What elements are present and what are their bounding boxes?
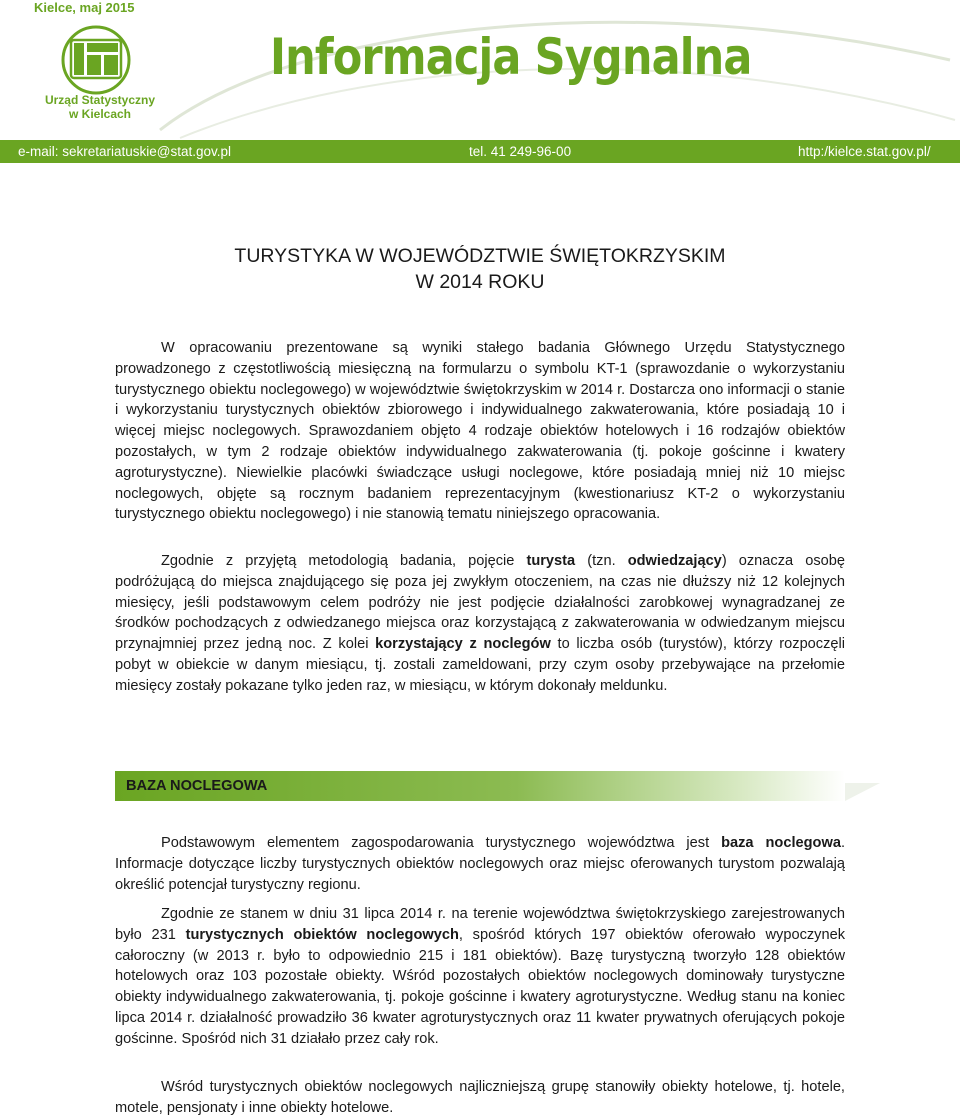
text-run: to liczba osób (turystów), którzy rozpoczęli pobyt w obiekcie w danym miesiącu, tj. zostali zameldowani, przy czym osoby przebywające na przełomie miesięcy zostały pokazane tylko jeden raz, w miesiącu, w którym dokonały meldunku. <box>115 636 845 694</box>
section-heading-bar <box>115 771 845 801</box>
org-line-1: Urząd Statystyczny <box>44 93 156 107</box>
website-link[interactable]: http:/kielce.stat.gov.pl/ <box>798 144 931 159</box>
email-link[interactable]: e-mail: sekretariatuskie@stat.gov.pl <box>18 144 232 159</box>
org-line-2: w Kielcach <box>68 107 132 121</box>
text-run: Podstawowym elementem zagospodarowania turystycznego województwa jest <box>161 835 722 851</box>
stats-paragraph <box>115 904 845 1050</box>
phone-text: tel. 41 249-96-00 <box>469 144 572 159</box>
term-baza-noclegowa: baza noclegowa <box>721 835 841 851</box>
term-obiekty-noclegowe: turystycznych obiektów noclegowych <box>185 926 459 943</box>
term-odwiedzajacy: odwiedzający <box>627 553 722 569</box>
ustat-logo-icon <box>58 22 134 98</box>
publication-date: Kielce, maj 2015 <box>34 0 135 15</box>
publication-title: Informacja Sygnalna <box>270 28 752 86</box>
text-run: . Informacje dotyczące liczby turystycznych obiektów noclegowych oraz miejsc oferowanych turystom pozwalają określić potencjał turystyczny regionu. <box>115 835 845 893</box>
term-korzystajacy: korzystający z noclegów <box>375 636 551 653</box>
text-run: , spośród których 197 obiektów oferowało wypoczynek całoroczny (w 2013 r. było to odpowiednio 215 i 181 obiektów). Bazę turystyczną tworzyło 128 obiektów hotelowych oraz 103 pozostałe obiekty. Wśród pozostałych obiektów noclegowych dominowały turystyczne obiekty indywidualnego zakwaterowania, tj. pokoje gościnne i kwatery agroturystyczne. Według stanu na koniec lipca 2014 r. działalność prowadziło 36 kwater agroturystycznych oraz 11 kwater prywatnych oferujących pokoje gościnne. Spośród nich 31 działało przez cały rok. <box>115 926 846 1047</box>
header <box>0 0 960 166</box>
intro-paragraph <box>115 338 845 525</box>
section-heading: BAZA NOCLEGOWA <box>126 778 268 794</box>
text-run: Wśród turystycznych obiektów noclegowych najliczniejszą grupę stanowiły obiekty hotelowe, tj. hotele, motele, pensjonaty i inne obiekty hotelowe. <box>115 1079 845 1116</box>
text-run: (tzn. <box>575 553 628 569</box>
text-run: Zgodnie ze stanem w dniu 31 lipca 2014 r. na terenie województwa świętokrzyskiego zarejestrowanych było 231 <box>115 906 845 943</box>
baza-paragraph <box>115 833 845 895</box>
definition-paragraph <box>115 551 845 697</box>
document-title-line-1: TURYSTYKA W WOJEWÓDZTWIE ŚWIĘTOKRZYSKIM <box>234 245 726 267</box>
organization-name <box>14 93 186 121</box>
document-title-line-2: W 2014 ROKU <box>415 271 545 293</box>
intro-text: W opracowaniu prezentowane są wyniki stałego badania Głównego Urzędu Statystycznego prowadzonego z częstotliwością miesięczną na formularzu o symbolu KT-1 (sprawozdanie o wykorzystaniu turystycznego obiektu noclegowego) w województwie świętokrzyskim w 2014 r. Dostarcza ono informacji o stanie i wykorzystaniu turystycznych obiektów zbiorowego i indywidualnego zakwaterowania, które posiadają 10 i więcej miejsc noclegowych. Sprawozdaniem objęto 4 rodzaje obiektów hotelowych i 16 rodzajów obiektów pozostałych, w tym 2 rodzaje obiektów indywidualnego zakwaterowania (tj. pokoje gościnne i kwatery agroturystyczne). Niewielkie placówki świadczące usługi noclegowe, które posiadają mniej niż 10 miejsc noclegowych, objęte są rocznym badaniem reprezentacyjnym (kwestionariusz KT-2 o wykorzystaniu turystycznego obiektu noclegowego) i nie stanowią tematu niniejszego opracowania. <box>115 340 846 523</box>
contact-bar <box>0 140 960 163</box>
text-run: ) oznacza osobę podróżującą do miejsca znajdującego się poza jej zwykłym otoczeniem, na czas nie dłuższy niż 12 kolejnych miesięcy, jeśli podstawowym celem podróży nie jest podjęcie działalności zarobkowej wynagradzanej ze środków pochodzących z odwiedzanego miejsca oraz korzystającą z zakwaterowania w odwiedzanym miejscu przynajmniej przez jedną noc. Z kolei <box>115 553 845 653</box>
term-turysta: turysta <box>526 553 576 569</box>
section-bar-shadow <box>845 783 880 813</box>
text-run: Zgodnie z przyjętą metodologią badania, pojęcie <box>161 553 527 569</box>
hotel-paragraph <box>115 1077 845 1119</box>
